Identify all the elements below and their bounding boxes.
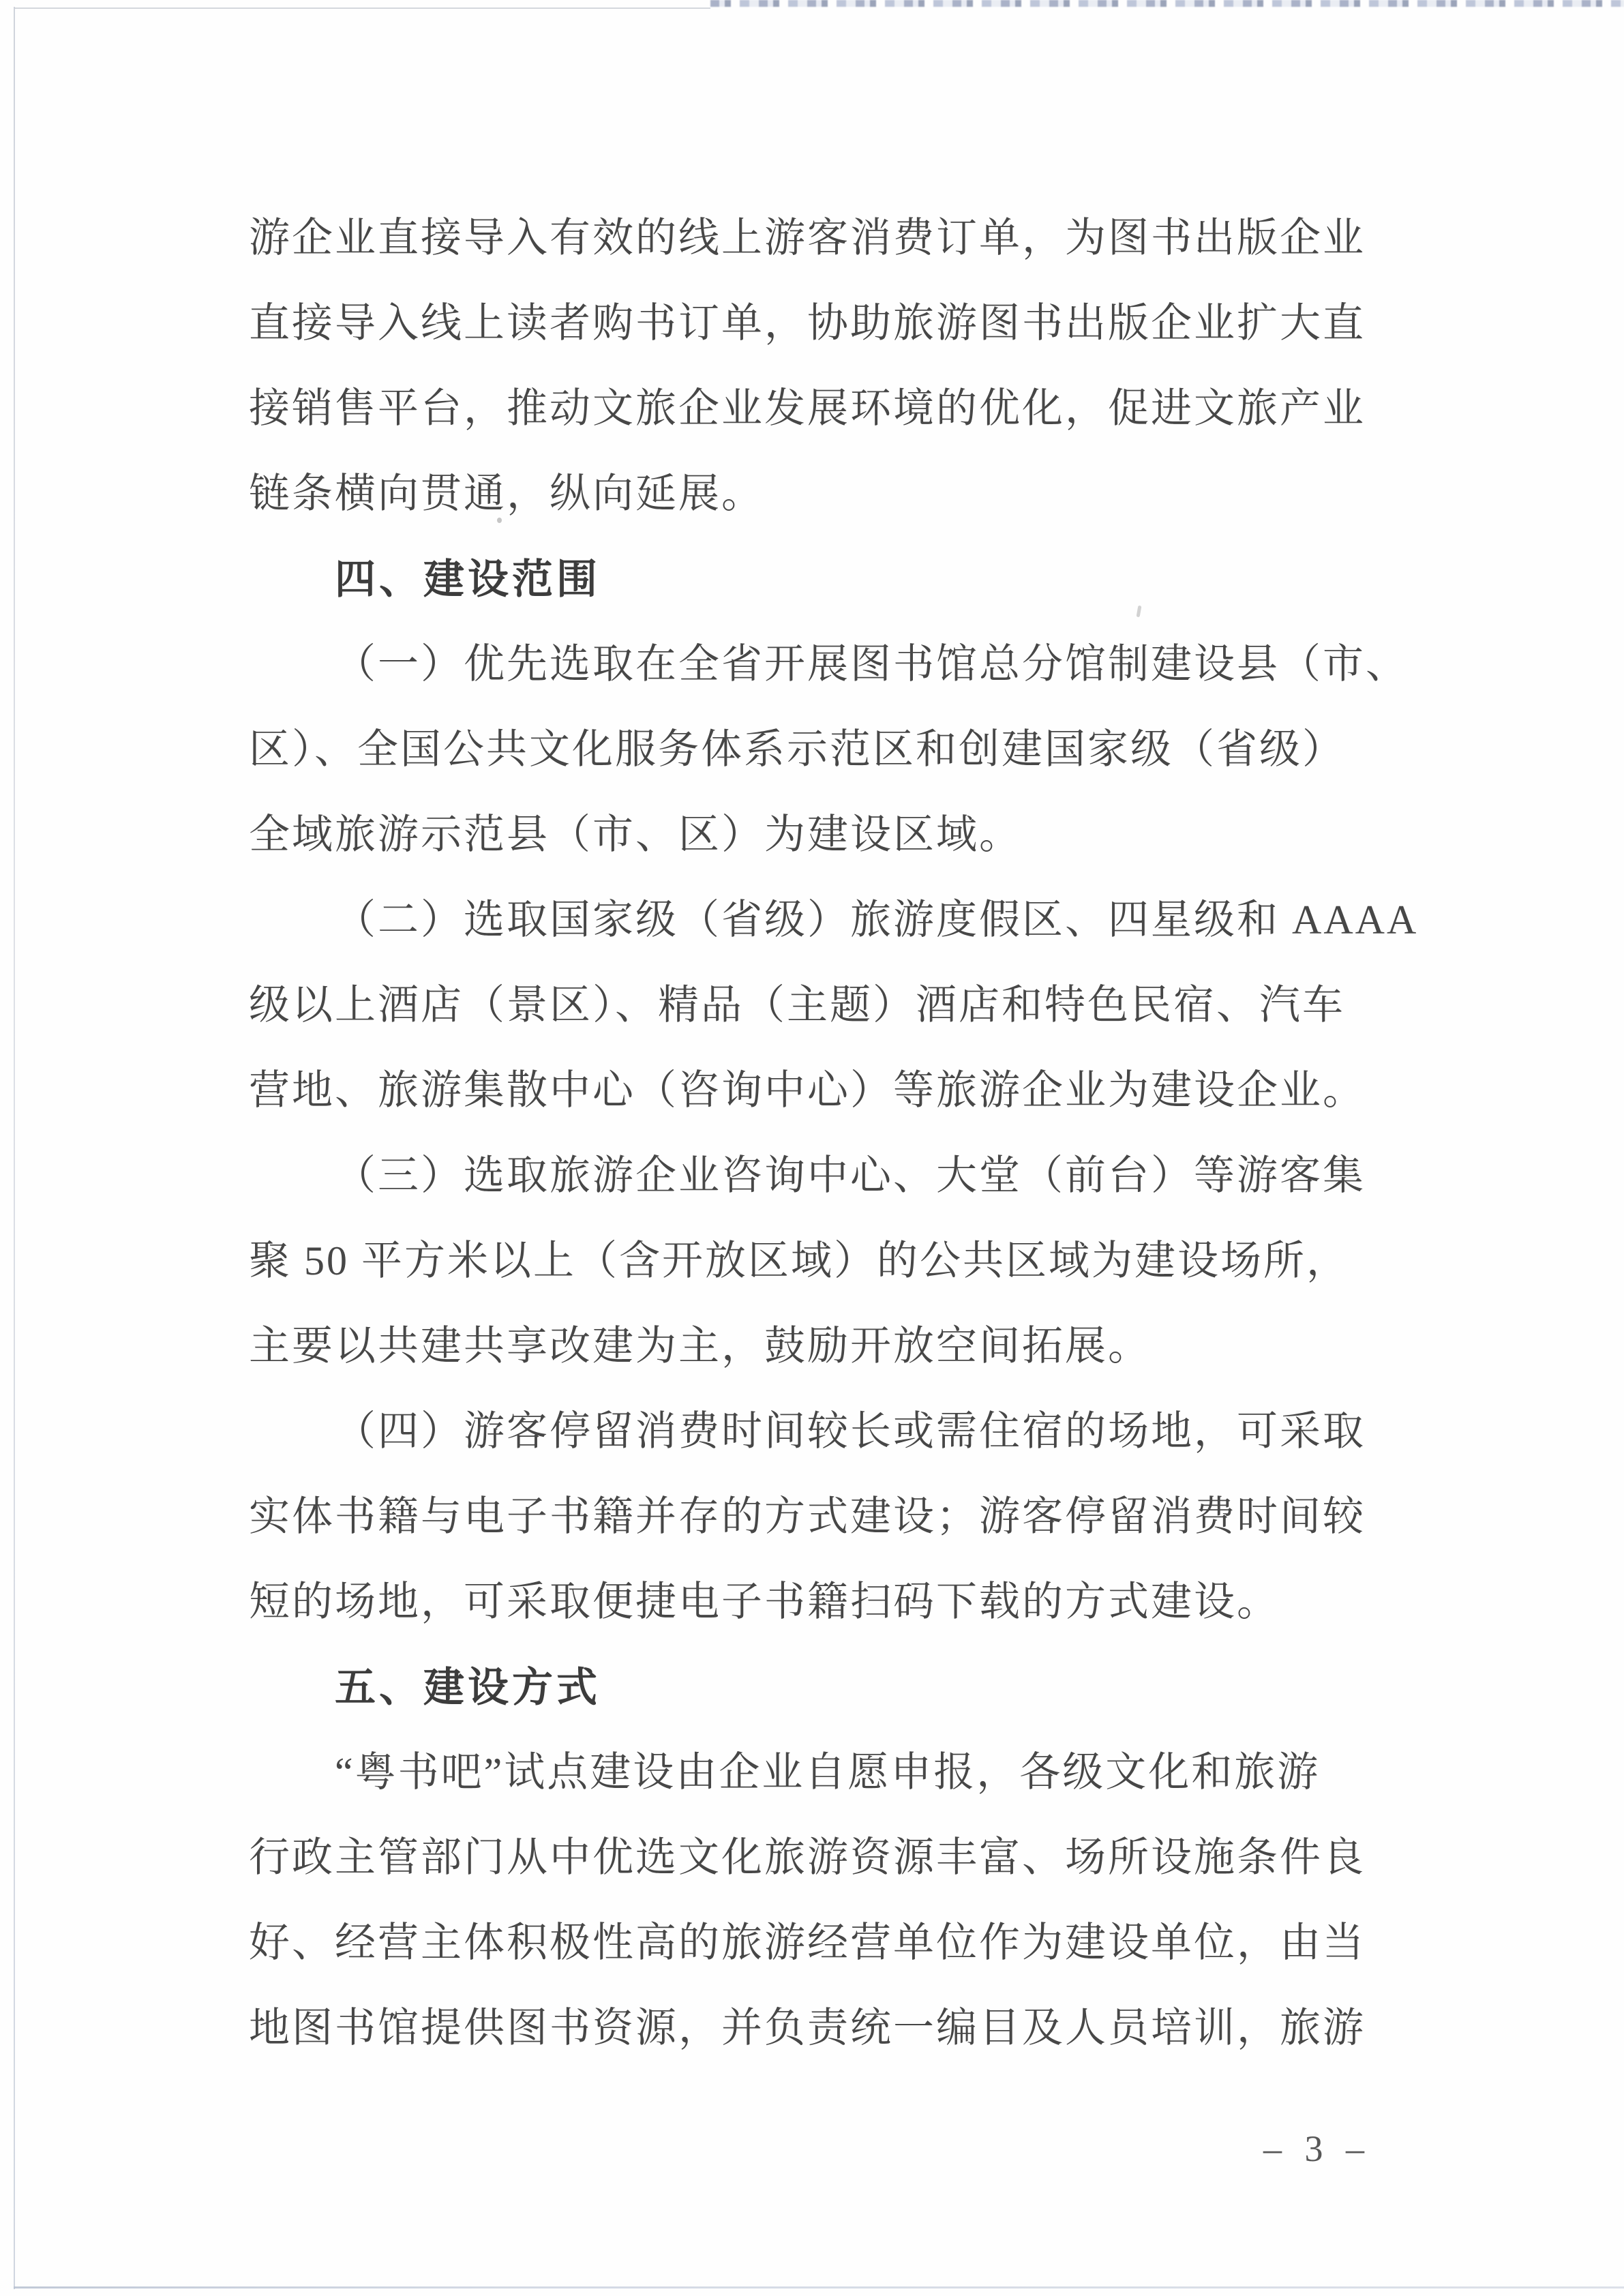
body-line: 实体书籍与电子书籍并存的方式建设；游客停留消费时间较	[249, 1494, 1366, 1539]
body-line: 区）、全国公共文化服务体系示范区和创建国家级（省级）	[249, 727, 1345, 772]
page-number: – 3 –	[1263, 2128, 1371, 2169]
body-line: 行政主管部门从中优选文化旅游资源丰富、场所设施条件良	[249, 1835, 1366, 1880]
body-line: 聚 50 平方米以上（含开放区域）的公共区域为建设场所，	[249, 1238, 1349, 1283]
body-line: 主要以共建共享改建为主，鼓励开放空间拓展。	[249, 1324, 1151, 1369]
body-line: 营地、旅游集散中心（咨询中心）等旅游企业为建设企业。	[249, 1068, 1366, 1113]
body-line: （一）优先选取在全省开展图书馆总分馆制建设县（市、	[335, 642, 1409, 687]
body-line: 全域旅游示范县（市、区）为建设区域。	[249, 812, 1022, 857]
body-line: （二）选取国家级（省级）旅游度假区、四星级和 AAAA	[335, 897, 1419, 942]
scan-edge-left	[14, 7, 15, 2289]
scan-artifact-top-text-bleed	[710, 0, 1624, 7]
body-line: 链条横向贯通，纵向延展。	[249, 471, 764, 516]
section-heading: 四、建设范围	[335, 556, 601, 602]
body-line: 好、经营主体积极性高的旅游经营单位作为建设单位，由当	[249, 1920, 1366, 1965]
body-line: （三）选取旅游企业咨询中心、大堂（前台）等游客集	[335, 1153, 1366, 1198]
body-line: 游企业直接导入有效的线上游客消费订单，为图书出版企业	[249, 215, 1366, 260]
scan-edge-bottom	[14, 2286, 1624, 2288]
body-line: 短的场地，可采取便捷电子书籍扫码下载的方式建设。	[249, 1579, 1280, 1624]
body-line: 地图书馆提供图书资源，并负责统一编目及人员培训，旅游	[249, 2006, 1366, 2051]
body-line: 直接导入线上读者购书订单，协助旅游图书出版企业扩大直	[249, 301, 1366, 346]
body-line: 接销售平台，推动文旅企业发展环境的优化，促进文旅产业	[249, 386, 1366, 431]
body-line: （四）游客停留消费时间较长或需住宿的场地，可采取	[335, 1409, 1366, 1454]
section-heading: 五、建设方式	[335, 1665, 601, 1710]
document-body	[249, 196, 1419, 2071]
body-line: 级以上酒店（景区）、精品（主题）酒店和特色民宿、汽车	[249, 983, 1345, 1028]
body-line: “粤书吧”试点建设由企业自愿申报，各级文化和旅游	[335, 1750, 1321, 1795]
scan-edge-top	[14, 8, 710, 9]
